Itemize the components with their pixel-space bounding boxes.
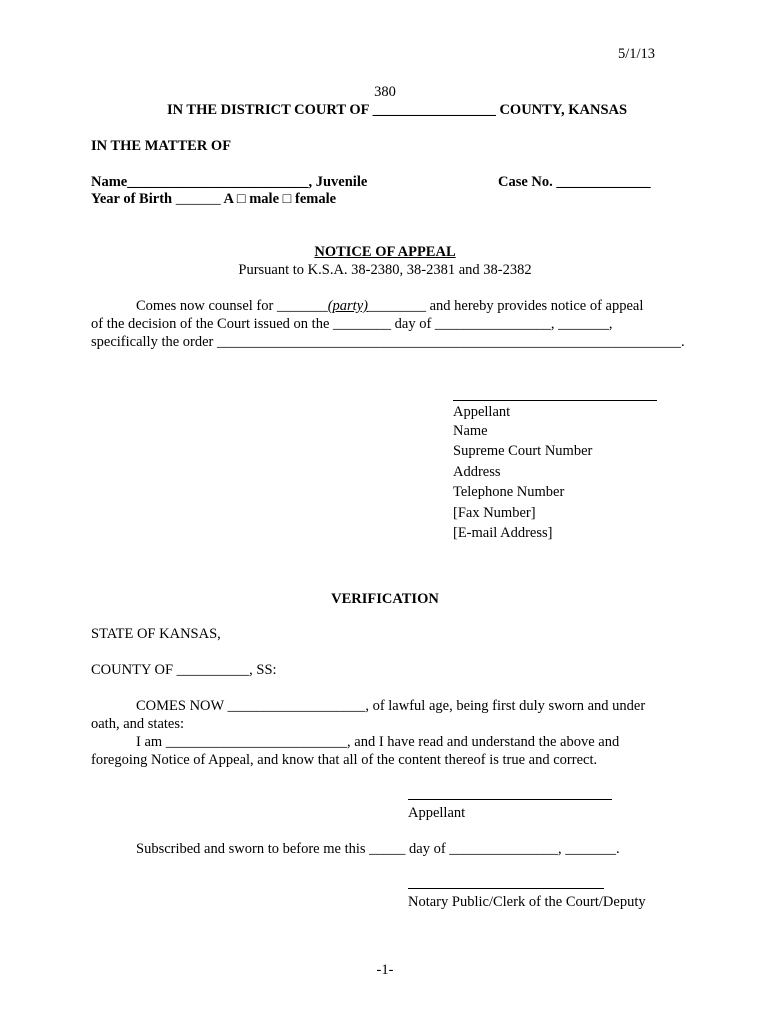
i-am-line-2: foregoing Notice of Appeal, and know that all of the content thereof is true and correct. [91, 752, 598, 768]
page-number: -1- [376, 962, 394, 978]
i-am-line-1: I am _________________________, and I have read and understand the above and [136, 734, 620, 750]
form-number: 380 [374, 84, 396, 100]
comes-now-line-1: COMES NOW ___________________, of lawful age, being first duly sworn and under [136, 698, 646, 714]
comes-now-line-2: oath, and states: [91, 716, 185, 732]
court-caption: IN THE DISTRICT COURT OF _________________ COUNTY, KANSAS [166, 102, 628, 118]
appellant-signature-line [453, 400, 657, 401]
sig-email: [E-mail Address] [453, 525, 553, 541]
party-placeholder: (party) [327, 298, 368, 314]
case-number-line: Case No. _____________ [498, 174, 651, 190]
juvenile-name-line: Name_________________________, Juvenile [91, 174, 368, 190]
notice-line-1-pre: Comes now counsel for _______ [136, 298, 328, 314]
state-line: STATE OF KANSAS, [91, 626, 221, 642]
sig-appellant: Appellant [453, 404, 511, 420]
matter-heading: IN THE MATTER OF [91, 138, 232, 154]
year-of-birth-line [91, 191, 336, 209]
notice-line-3: specifically the order ________________________________________________________________. [91, 334, 685, 350]
county-line: COUNTY OF __________, SS: [91, 662, 277, 678]
notary-label: Notary Public/Clerk of the Court/Deputy [408, 894, 646, 910]
notice-title: NOTICE OF APPEAL [314, 244, 456, 260]
sig-name: Name [453, 423, 488, 439]
gender-options: A □ male □ female [223, 191, 337, 207]
sig-address: Address [453, 464, 501, 480]
subscribed-line: Subscribed and sworn to before me this _____ day of _______________, _______. [136, 841, 620, 857]
verification-appellant-label: Appellant [408, 805, 466, 821]
sig-telephone: Telephone Number [453, 484, 565, 500]
notice-subtitle: Pursuant to K.S.A. 38-2380, 38-2381 and 38-2382 [238, 262, 532, 278]
year-of-birth-blank: _________ [175, 195, 221, 206]
notice-line-1 [136, 298, 643, 315]
year-of-birth-label: Year of Birth [91, 191, 173, 207]
sig-fax: [Fax Number] [453, 505, 536, 521]
sig-supreme-court-number: Supreme Court Number [453, 443, 593, 459]
date-stamp: 5/1/13 [618, 46, 656, 62]
notice-line-2: of the decision of the Court issued on the ________ day of ________________, _______, [91, 316, 613, 332]
notice-line-1-post: ________ and hereby provides notice of appeal [367, 298, 644, 314]
notary-signature-line [408, 888, 604, 889]
verification-signature-line [408, 799, 612, 800]
verification-title: VERIFICATION [331, 591, 439, 607]
